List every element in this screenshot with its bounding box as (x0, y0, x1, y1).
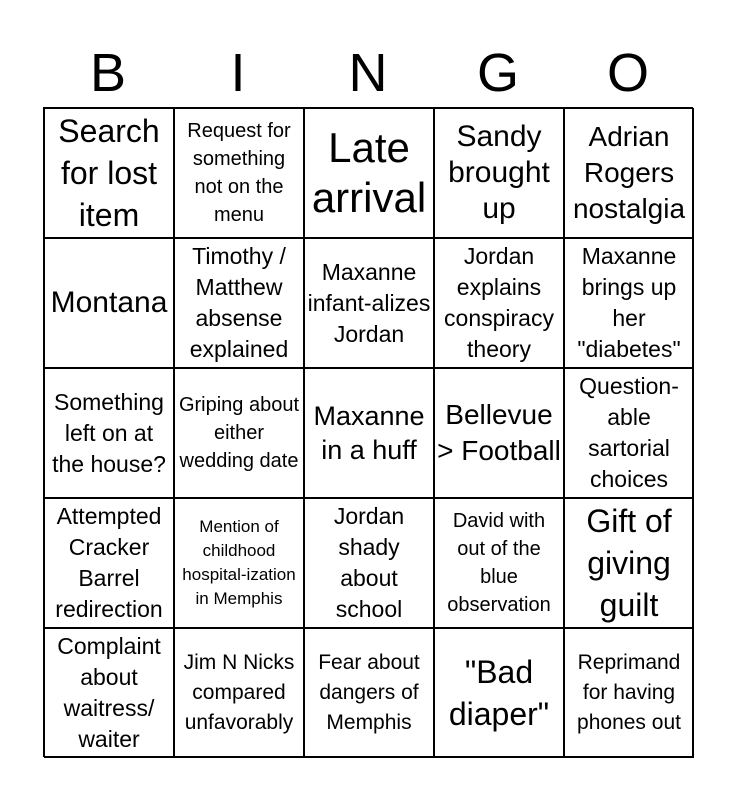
cell-text: Request for something not on the menu (187, 120, 291, 226)
bingo-cell-r2c1[interactable] (44, 238, 174, 368)
cell-text: Question-able sartorial choices (579, 373, 679, 492)
cell-text: Attempted Cracker Barrel redirection (55, 503, 163, 622)
cell-text: Bellevue > Football (437, 399, 561, 466)
bingo-cell-r2c3[interactable] (304, 238, 434, 368)
cell-text: Reprimand for having phones out (577, 651, 681, 734)
bingo-cell-r4c5[interactable] (564, 498, 694, 628)
bingo-cell-r1c2[interactable] (174, 108, 304, 238)
bingo-cell-r4c4[interactable] (434, 498, 564, 628)
bingo-card (43, 107, 693, 757)
bingo-cell-r3c5[interactable] (564, 368, 694, 498)
cell-text: Griping about either wedding date (178, 394, 300, 472)
header-letter-o: O (606, 43, 649, 103)
cell-text: Timothy / Matthew absense explained (189, 243, 289, 362)
bingo-cell-r2c5[interactable] (564, 238, 694, 368)
bingo-cell-r1c3[interactable] (304, 108, 434, 238)
cell-text: Sandy brought up (448, 120, 550, 225)
cell-text: Maxanne brings up her "diabetes" (577, 243, 681, 362)
cell-text: Maxanne in a huff (313, 401, 425, 465)
bingo-cell-r3c4[interactable] (434, 368, 564, 498)
bingo-header (43, 40, 693, 106)
cell-text: Something left on at the house? (52, 388, 166, 477)
cell-text: David with out of the blue observation (447, 510, 551, 616)
cell-text: Maxanne infant-alizes Jordan (307, 258, 431, 347)
cell-text: Search for lost item (58, 113, 160, 233)
bingo-cell-r5c5[interactable] (564, 628, 694, 758)
bingo-cell-r5c3[interactable] (304, 628, 434, 758)
cell-text: Adrian Rogers nostalgia (572, 121, 686, 224)
bingo-cell-r4c2[interactable] (174, 498, 304, 628)
bingo-cell-r5c4[interactable] (434, 628, 564, 758)
bingo-cell-r3c2[interactable] (174, 368, 304, 498)
cell-text: Mention of childhood hospital-ization in Memphis (182, 517, 296, 608)
bingo-cell-r1c4[interactable] (434, 108, 564, 238)
bingo-cell-r3c3[interactable] (304, 368, 434, 498)
cell-text: Gift of giving guilt (586, 503, 672, 623)
cell-text: "Bad diaper" (448, 654, 550, 732)
bingo-cell-r5c1[interactable] (44, 628, 174, 758)
header-letter-g: G (476, 43, 519, 103)
cell-text: Jordan explains conspiracy theory (444, 243, 554, 362)
cell-text: Jordan shady about school (333, 503, 405, 622)
cell-text: Montana (50, 286, 168, 319)
cell-text: Jim N Nicks compared unfavorably (183, 651, 295, 734)
bingo-cell-r1c1[interactable] (44, 108, 174, 238)
header-letter-n: N (348, 43, 388, 103)
header-letter-b: B (89, 43, 127, 103)
header-letter-i: I (230, 43, 246, 103)
bingo-cell-r5c2[interactable] (174, 628, 304, 758)
bingo-cell-r1c5[interactable] (564, 108, 694, 238)
bingo-cell-r3c1[interactable] (44, 368, 174, 498)
cell-text: Fear about dangers of Memphis (318, 651, 420, 734)
cell-text: Late arrival (311, 124, 427, 221)
cell-text: Complaint about waitress/ waiter (57, 633, 161, 752)
bingo-cell-r2c4[interactable] (434, 238, 564, 368)
bingo-cell-r4c1[interactable] (44, 498, 174, 628)
bingo-cell-r4c3[interactable] (304, 498, 434, 628)
bingo-cell-r2c2[interactable] (174, 238, 304, 368)
